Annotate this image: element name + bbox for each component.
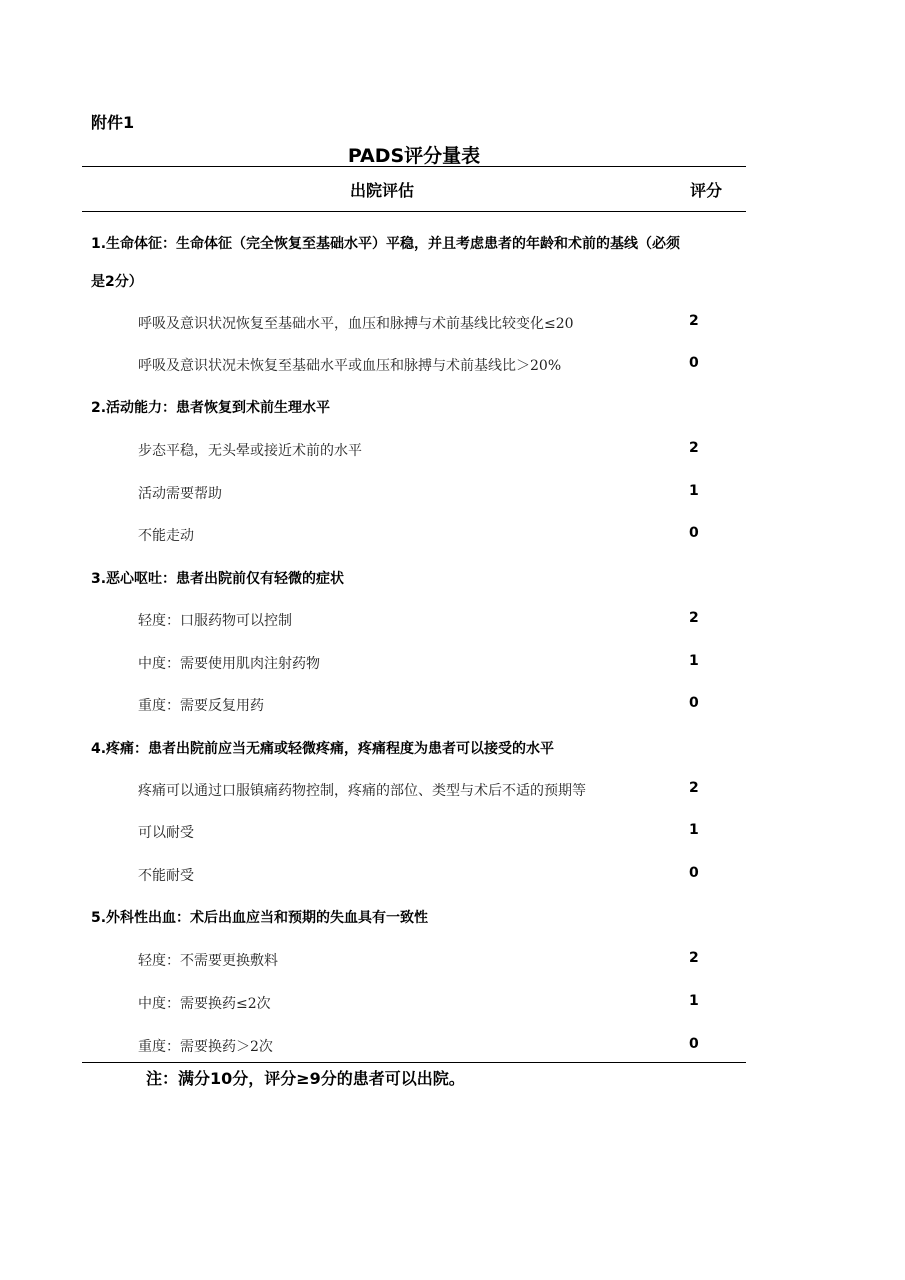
option-text: 不能耐受 <box>138 868 194 884</box>
option-text: 重度：需要换药＞2次 <box>138 1039 273 1055</box>
header-score: 评分 <box>690 181 723 200</box>
option-text: 中度：需要使用肌肉注射药物 <box>138 656 320 672</box>
option-text: 可以耐受 <box>138 825 194 841</box>
option-text: 轻度：口服药物可以控制 <box>138 613 292 629</box>
option-text: 不能走动 <box>138 528 194 544</box>
option-text: 中度：需要换药≤2次 <box>138 996 271 1012</box>
attachment-label: 附件1 <box>91 113 135 132</box>
page-title: PADS评分量表 <box>347 145 481 167</box>
header-assessment: 出院评估 <box>349 181 414 200</box>
header-rule <box>82 211 746 212</box>
option-score: 0 <box>689 865 699 881</box>
option-score: 1 <box>689 483 699 499</box>
option-score: 2 <box>689 440 699 456</box>
option-score: 0 <box>689 525 699 541</box>
option-text: 步态平稳，无头晕或接近术前的水平 <box>138 443 362 459</box>
option-score: 1 <box>689 822 699 838</box>
option-score: 1 <box>689 993 699 1009</box>
option-text: 呼吸及意识状况未恢复至基础水平或血压和脉搏与术前基线比＞20% <box>138 358 562 374</box>
option-score: 0 <box>689 695 699 711</box>
option-score: 2 <box>689 313 699 329</box>
section-title-activity: 2.活动能力：患者恢复到术前生理水平 <box>91 400 331 416</box>
option-score: 2 <box>689 780 699 796</box>
option-text: 重度：需要反复用药 <box>138 698 264 714</box>
option-score: 0 <box>689 1036 699 1052</box>
section-title-pain: 4.疼痛：患者出院前应当无痛或轻微疼痛，疼痛程度为患者可以接受的水平 <box>91 741 555 757</box>
section-title-vital-signs: 1.生命体征：生命体征（完全恢复至基础水平）平稳，并且考虑患者的年龄和术前的基线（必须是2分） <box>91 236 681 290</box>
section-title-bleeding: 5.外科性出血：术后出血应当和预期的失血具有一致性 <box>91 910 429 926</box>
table-bottom-rule <box>82 1062 746 1063</box>
section-title-nausea: 3.恶心呕吐：患者出院前仅有轻微的症状 <box>91 571 345 587</box>
option-text: 轻度：不需要更换敷料 <box>138 953 278 969</box>
option-text: 呼吸及意识状况恢复至基础水平，血压和脉搏与术前基线比较变化≤20 <box>138 316 574 332</box>
option-score: 2 <box>689 950 699 966</box>
option-score: 2 <box>689 610 699 626</box>
option-text: 活动需要帮助 <box>138 486 222 502</box>
table-top-rule <box>82 166 746 167</box>
option-score: 1 <box>689 653 699 669</box>
option-score: 0 <box>689 355 699 371</box>
footnote: 注：满分10分，评分≥9分的患者可以出院。 <box>146 1069 465 1088</box>
option-text: 疼痛可以通过口服镇痛药物控制，疼痛的部位、类型与术后不适的预期等 <box>138 783 586 799</box>
